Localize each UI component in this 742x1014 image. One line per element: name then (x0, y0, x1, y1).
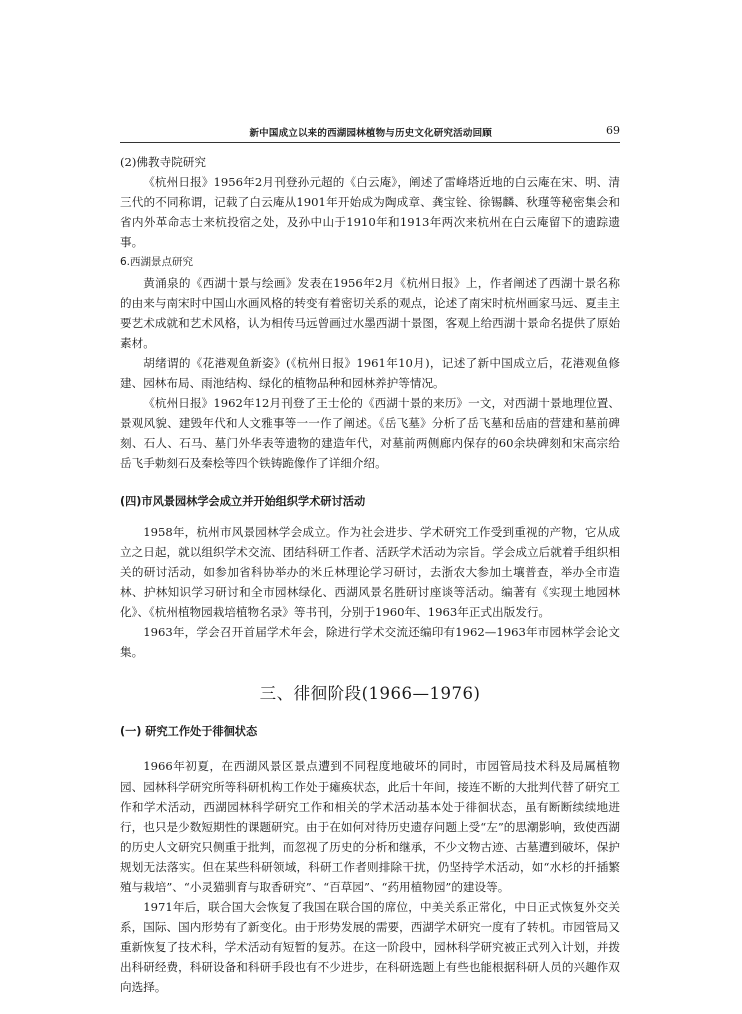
section-heading-wandering: (一) 研究工作处于徘徊状态 (120, 725, 258, 739)
running-header (120, 124, 620, 143)
subheading-buddhist-temples: (2)佛教寺院研究 (120, 155, 206, 169)
body-text (120, 152, 620, 998)
chapter-heading: 三、徘徊阶段(1966—1976) (259, 684, 481, 704)
paragraph: 黄涌泉的《西湖十景与绘画》发表在1956年2月《杭州日报》上，作者阐述了西湖十景名称的由来与南宋时中国山水画风格的转变有着密切关系的观点，论述了南宋时杭州画家马远、夏圭主要艺术成就和艺术风格，认为相传马远曾画过水墨西湖十景图，客观上给西湖十景命名提供了原始素材。 (120, 275, 620, 350)
paragraph: 1971年后，联合国大会恢复了我国在联合国的席位，中美关系正常化，中日正式恢复外交关系，国际、国内形势有了新变化。由于形势发展的需要，西湖学术研究一度有了转机。市园管局又重新恢复了技术科，学术活动有短暂的复苏。在这一阶段中，园林科学研究被正式列入计划，并拨出科研经费，科研设备和科研手段也有不少进步，在科研选题上有些也能根据科研人员的兴趣作双向选择。 (120, 900, 620, 995)
paragraph: 《杭州日报》1962年12月刊登了王士伦的《西湖十景的来历》一文，对西湖十景地理位置、景观风貌、建毁年代和人文雅事等一一作了阐述。《岳飞墓》分析了岳飞墓和岳庙的营建和墓前碑刻、石人、石马、墓门外华表等遗物的建造年代，对墓前两侧廊内保存的60余块碑刻和宋高宗给岳飞手勅刻石及秦桧等四个铁铸跪像作了详细介绍。 (120, 396, 620, 471)
paragraph: 1963年，学会召开首届学术年会，除进行学术交流还编印有1962—1963年市园林学会论文集。 (120, 625, 620, 660)
paragraph: 胡绪谓的《花港观鱼新姿》(《杭州日报》1961年10月)，记述了新中国成立后，花港观鱼修建、园林布局、雨池结构、绿化的植物品种和园林养护等情况。 (120, 355, 620, 391)
paragraph: 1958年，杭州市风景园林学会成立。作为社会进步、学术研究工作受到重视的产物，它从成立之日起，就以组织学术交流、团结科研工作者、活跃学术活动为宗旨。学会成立后就着手组织相关的研讨活动，如参加省科协举办的米丘林理论学习研讨，去浙农大参加土壤普查，举办全市造林、护林知识学习研讨和全市园林绿化、西湖风景名胜研讨座谈等活动。编著有《实现土地园林化》、《杭州植物园栽培植物名录》等书刊，分别于1960年、1963年正式出版发行。 (120, 524, 620, 619)
running-title: 新中国成立以来的西湖园林植物与历史文化研究活动回顾 (249, 128, 492, 139)
section-heading-society: (四)市风景园林学会成立并开始组织学术研讨活动 (120, 494, 366, 508)
subheading-scenic-spots: 6.西湖景点研究 (120, 256, 194, 269)
paragraph: 《杭州日报》1956年2月刊登孙元超的《白云庵》，阐述了雷峰塔近地的白云庵在宋、明、清三代的不同称谓，记载了白云庵从1901年开始成为陶成章、龚宝铨、徐锡麟、秋瑾等秘密集会和省内外革命志士来杭投宿之处，及孙中山于1910年和1913年两次来杭州在白云庵留下的遗踪遗事。 (120, 175, 620, 250)
paragraph: 1966年初夏，在西湖风景区景点遭到不同程度地破坏的同时，市园管局技术科及局属植物园、园林科学研究所等科研机构工作处于瘫痪状态，此后十年间，接连不断的大批判代替了研究工作和学术活动，西湖园林科学研究工作和相关的学术活动基本处于徘徊状态，虽有断断续续地进行，也只是少数短期性的课题研究。由于在如何对待历史遗存问题上受“左”的思潮影响，致使西湖的历史人文研究只侧重于批判，而忽视了历史的分析和继承，不少文物古迹、古墓遭到破坏，保护规划无法落实。但在某些科研领域，科研工作者则排除干扰，仍坚持学术活动，如“水杉的扦插繁殖与栽培”、“小灵猫驯育与取香研究”、“百草园”、“药用植物园”的建设等。 (120, 759, 620, 894)
page-number: 69 (606, 124, 620, 137)
